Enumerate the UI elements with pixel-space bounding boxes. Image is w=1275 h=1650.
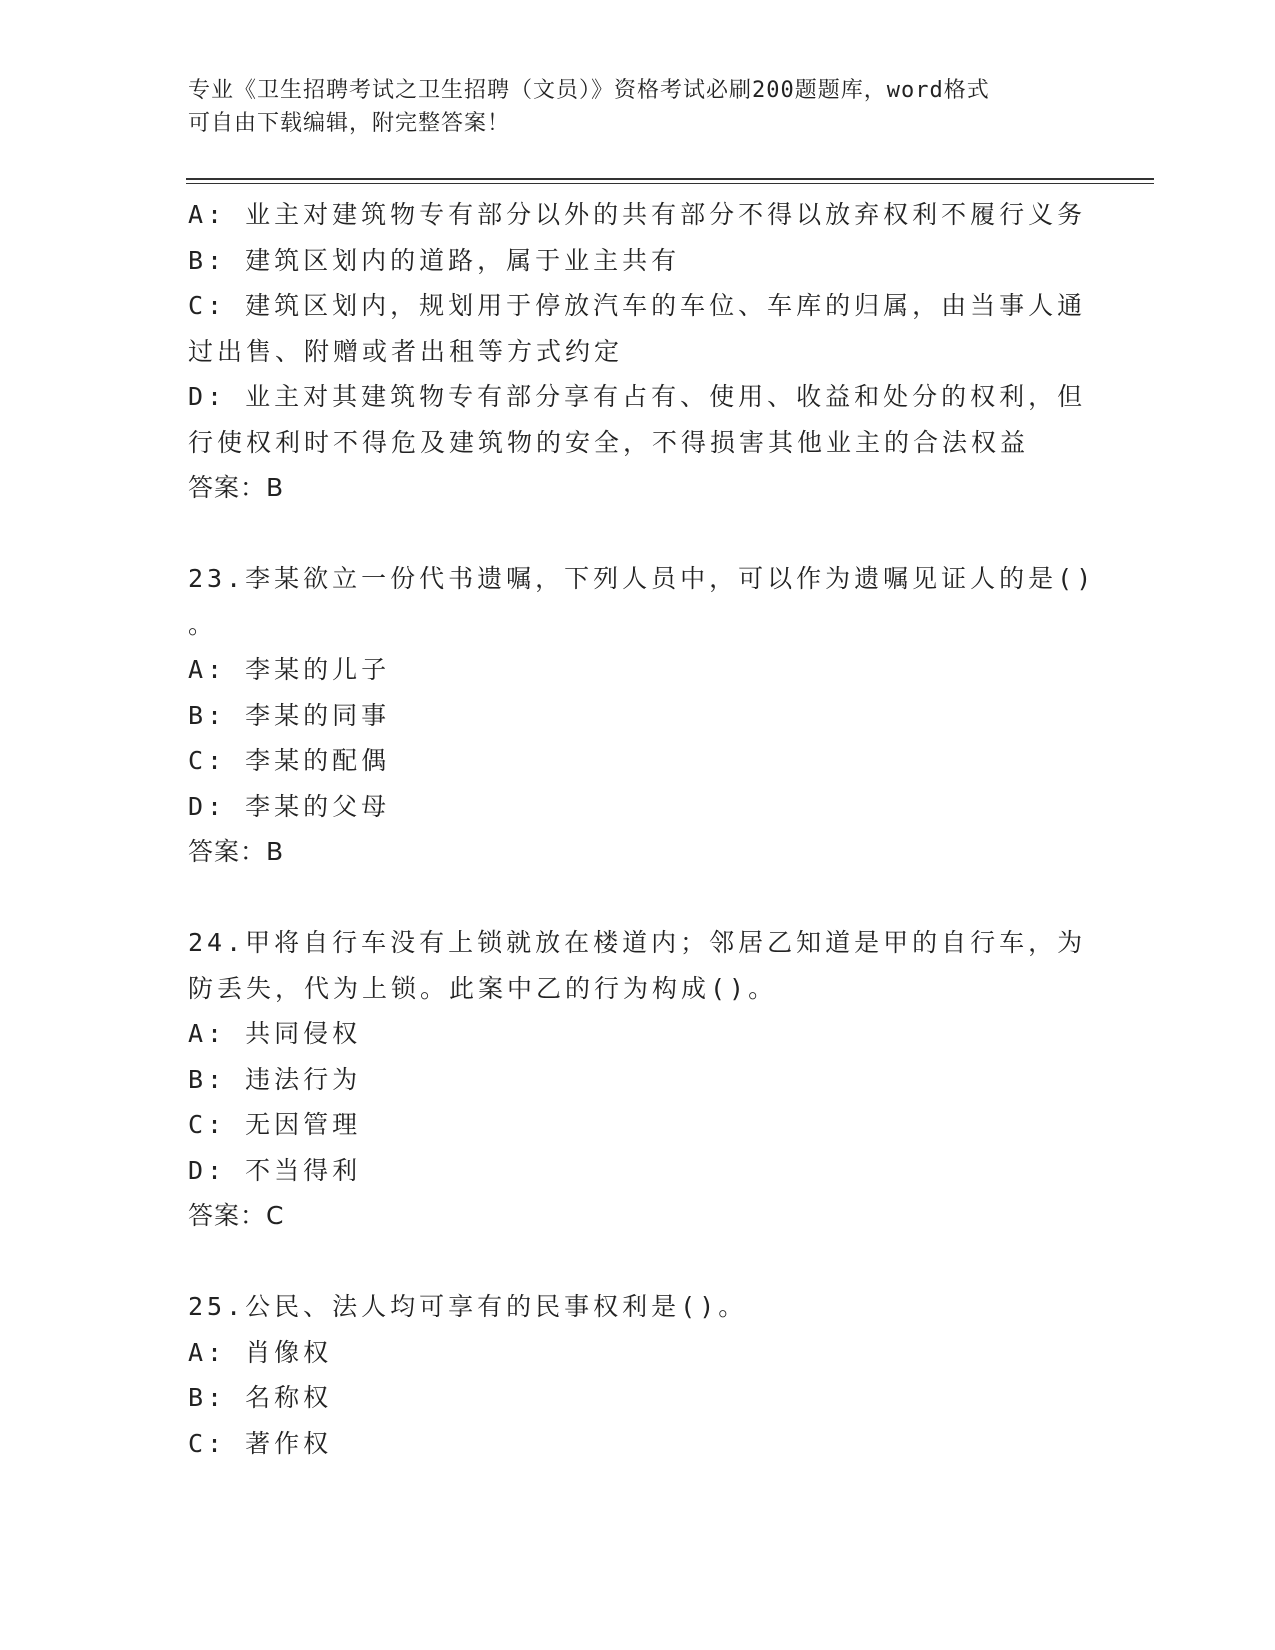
spacer [188, 1239, 1088, 1285]
question-23 [188, 556, 1096, 875]
question-stem-line-2: 防丢失，代为上锁。此案中乙的行为构成()。 [188, 973, 778, 1003]
option-d: D: 不当得利 [188, 1155, 362, 1185]
question-list [188, 192, 1096, 1466]
option-b: B: 违法行为 [188, 1064, 362, 1094]
answer: 答案：C [188, 1201, 285, 1230]
question-22-options [188, 192, 1088, 511]
option-a: A: 肖像权 [188, 1337, 333, 1367]
answer: 答案：B [188, 473, 285, 502]
header-divider-thick [186, 178, 1154, 180]
option-b: B: 李某的同事 [188, 700, 391, 730]
option-a: A: 业主对建筑物专有部分以外的共有部分不得以放弃权利不履行义务 [188, 200, 1087, 229]
option-c-line-2: 过出售、附赠或者出租等方式约定 [188, 336, 624, 366]
option-c: C: 无因管理 [188, 1110, 362, 1139]
spacer [188, 511, 1088, 557]
option-d-line-1: D: 业主对其建筑物专有部分享有占有、使用、收益和处分的权利，但 [188, 382, 1087, 411]
question-25 [188, 1284, 1088, 1466]
header-divider-thin [186, 183, 1154, 184]
option-a: A: 李某的儿子 [188, 655, 391, 684]
question-stem-line-2: 。 [188, 609, 218, 639]
header-line-1: 专业《卫生招聘考试之卫生招聘（文员）》资格考试必刷200题题库，word格式 [188, 78, 990, 103]
answer: 答案：B [188, 837, 285, 866]
option-c: C: 著作权 [188, 1428, 333, 1458]
option-b: B: 名称权 [188, 1383, 333, 1412]
document-header [188, 74, 1068, 140]
option-b: B: 建筑区划内的道路，属于业主共有 [188, 245, 681, 275]
question-stem-line-1: 23.李某欲立一份代书遗嘱，下列人员中，可以作为遗嘱见证人的是() [188, 564, 1096, 593]
question-stem: 25.公民、法人均可享有的民事权利是()。 [188, 1292, 748, 1321]
option-c-line-1: C: 建筑区划内，规划用于停放汽车的车位、车库的归属，由当事人通 [188, 291, 1087, 320]
question-stem-line-1: 24.甲将自行车没有上锁就放在楼道内；邻居乙知道是甲的自行车，为 [188, 928, 1087, 957]
question-24 [188, 920, 1088, 1239]
option-a: A: 共同侵权 [188, 1019, 362, 1048]
header-line-2: 可自由下载编辑，附完整答案！ [188, 111, 511, 136]
option-d: D: 李某的父母 [188, 791, 391, 821]
spacer [188, 875, 1088, 921]
option-c: C: 李某的配偶 [188, 746, 391, 775]
option-d-line-2: 行使权利时不得危及建筑物的安全，不得损害其他业主的合法权益 [188, 427, 1030, 457]
